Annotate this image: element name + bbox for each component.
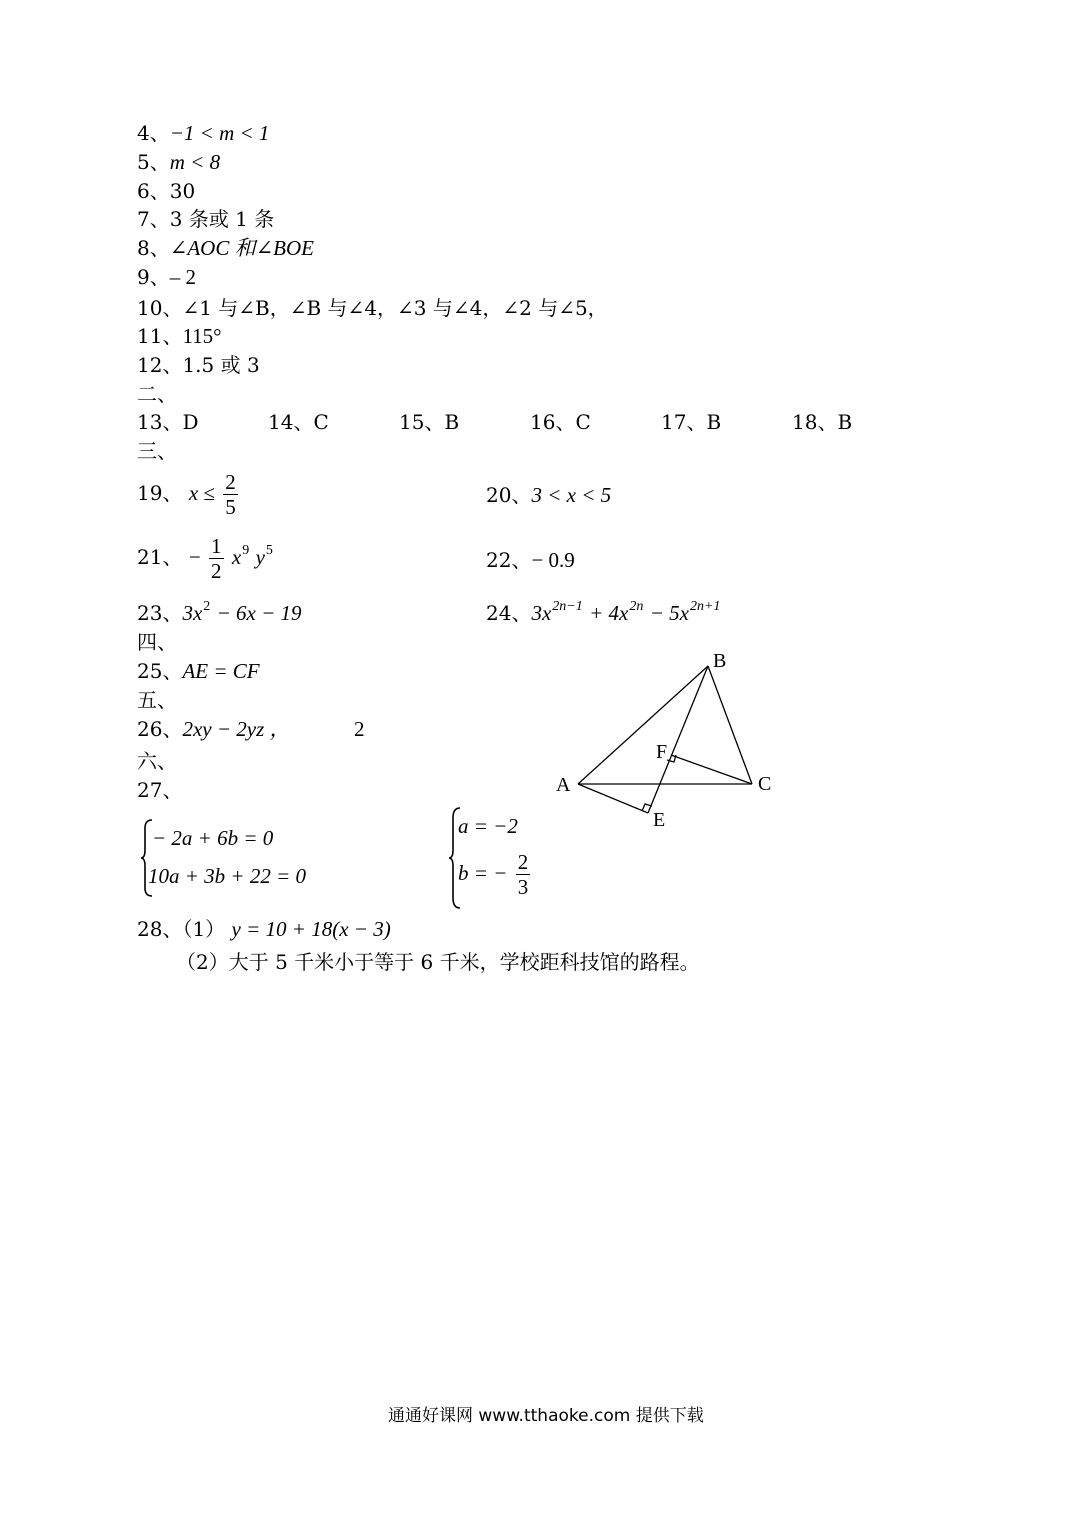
- label-f: F: [656, 741, 668, 763]
- choice-15: 15、B: [399, 410, 460, 434]
- answer-21: 21、 − $\frac{1}{2}$ $x^9$ $y^5$: [137, 534, 273, 583]
- choice-14: 14、C: [268, 410, 329, 434]
- answer-7: 7、3 条或 1 条: [137, 207, 275, 231]
- answer-28-part2: （2）大于 5 千米小于等于 6 千米，学校距科技馆的路程。: [176, 950, 700, 974]
- answer-5: 5、m < 8: [137, 150, 221, 174]
- answer-19: 19、 x ≤ $\frac{2}{5}$: [137, 470, 236, 519]
- answer-26: 26、2xy − 2yz ，: [137, 717, 291, 741]
- choice-13: 13、D: [137, 410, 199, 434]
- triangle-diagram: [548, 648, 778, 834]
- segment-ab: [578, 666, 708, 784]
- section-two-heading: 二、: [137, 382, 177, 406]
- fraction-21: $\frac{1}{2}$: [211, 534, 222, 583]
- answer-20: 20、3 < x < 5: [486, 483, 612, 507]
- choice-16: 16、C: [530, 410, 591, 434]
- segment-cf: [671, 755, 752, 784]
- equation-2: 10a + 3b + 22 = 0: [148, 864, 307, 888]
- label-e: E: [653, 809, 666, 831]
- answer-11: 11、115°: [137, 324, 222, 348]
- choice-18: 18、B: [792, 410, 853, 434]
- fraction-19: $\frac{2}{5}$: [225, 470, 236, 519]
- answer-9: 9、– 2: [137, 265, 196, 289]
- answer-26-value: 2: [354, 717, 365, 741]
- label-b: B: [713, 650, 727, 672]
- section-five-heading: 五、: [137, 688, 177, 712]
- answer-12: 12、1.5 或 3: [137, 353, 260, 377]
- answer-6: 6、30: [137, 179, 196, 203]
- answer-22: 22、− 0.9: [486, 548, 575, 572]
- solution-b: b = − $\frac{2}{3}$: [458, 850, 529, 899]
- answer-28-part1: 28、（1） y = 10 + 18(x − 3): [137, 917, 391, 941]
- section-four-heading: 四、: [137, 630, 177, 654]
- answer-23: 23、$3x^2 - 6x - 19$: [137, 599, 302, 625]
- section-three-heading: 三、: [137, 439, 177, 463]
- segment-bc: [708, 666, 752, 784]
- segment-be: [648, 666, 708, 813]
- answer-25: 25、AE = CF: [137, 659, 260, 683]
- fraction-b: $\frac{2}{3}$: [517, 850, 529, 899]
- label-c: C: [758, 773, 772, 795]
- equation-1: − 2a + 6b = 0: [152, 826, 274, 850]
- section-six-heading: 六、: [137, 749, 177, 773]
- choice-17: 17、B: [661, 410, 722, 434]
- answer-4: 4、−1 < m < 1: [137, 121, 270, 145]
- page-footer: 通通好课网 www.tthaoke.com 提供下载: [388, 1406, 704, 1426]
- equation-system: [140, 818, 360, 898]
- answer-24: 24、$3x^{2n-1} + 4x^{2n} - 5x^{2n+1}$: [486, 599, 721, 625]
- segment-ae: [578, 784, 648, 813]
- answer-8: 8、∠AOC 和∠BOE: [137, 236, 314, 260]
- answer-10: 10、∠1 与∠B，∠B 与∠4，∠3 与∠4，∠2 与∠5，: [137, 296, 608, 320]
- label-a: A: [556, 774, 571, 796]
- answer-27-number: 27、: [137, 778, 183, 802]
- solution-a: a = −2: [458, 814, 518, 838]
